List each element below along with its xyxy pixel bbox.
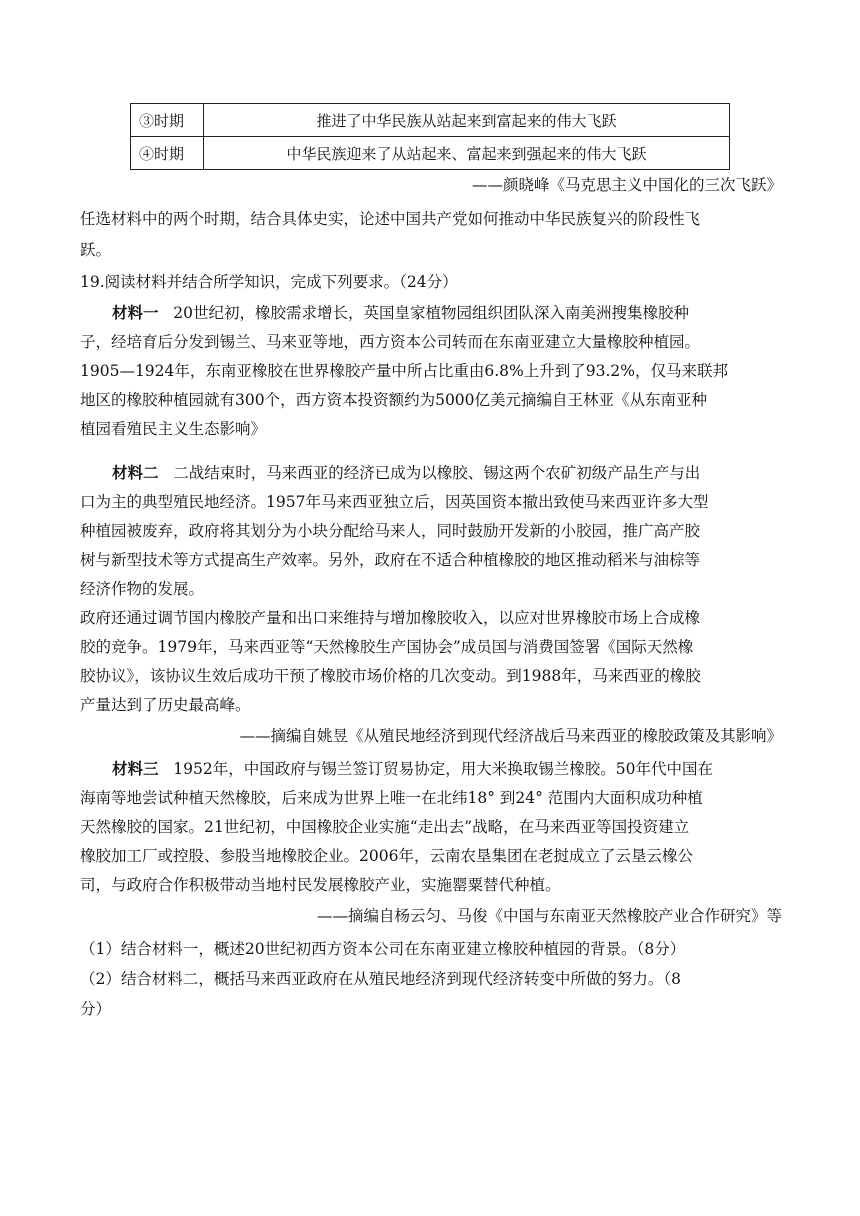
material-1-line: 子，经培育后分发到锡兰、马来亚等地，西方资本公司转而在东南亚建立大量橡胶种植园。 <box>80 333 701 351</box>
period-cell: ④时期 <box>131 137 204 170</box>
material-2-line: 树与新型技术等方式提高生产效率。另外，政府在不适合种植橡胶的地区推动稻米与油棕等 <box>80 551 701 569</box>
material-2-line: 种植园被废弃，政府将其划分为小块分配给马来人，同时鼓励开发新的小胶园，推广高产胶 <box>80 522 701 540</box>
material-3-line: 天然橡胶的国家。21世纪初，中国橡胶企业实施“走出去”战略，在马来西亚等国投资建立 <box>80 818 690 836</box>
description-cell: 中华民族迎来了从站起来、富起来到强起来的伟大飞跃 <box>204 137 730 170</box>
sub-question-1: （1）结合材料一，概述20世纪初西方资本公司在东南亚建立橡胶种植园的背景。（8分） <box>80 940 686 958</box>
periods-table <box>130 103 730 170</box>
material-2-line: 政府还通过调节国内橡胶产量和出口来维持与增加橡胶收入，以应对世界橡胶市场上合成橡 <box>80 609 701 627</box>
material-2-label: 材料二 <box>112 463 159 482</box>
material-1-label: 材料一 <box>112 303 159 322</box>
material-3-label: 材料三 <box>112 759 159 778</box>
material-2-line: 胶的竞争。1979年，马来西亚等“天然橡胶生产国协会”成员国与消费国签署《国际天然橡 <box>80 638 694 656</box>
material-1-line: 1905—1924年，东南亚橡胶在世界橡胶产量中所占比重由6.8%上升到了93.2%，仅马来联邦 <box>80 362 729 380</box>
material-1-line: 地区的橡胶种植园就有300个，西方资本投资额约为5000亿美元摘编自王林亚《从东南亚种 <box>80 391 708 409</box>
material-3-source: ——摘编自杨云匀、马俊《中国与东南亚天然橡胶产业合作研究》等 <box>316 907 782 925</box>
q18-task-line: 跃。 <box>80 241 112 259</box>
table-row <box>131 104 730 137</box>
material-1-line: 材料一 20世纪初，橡胶需求增长，英国皇家植物园组织团队深入南美洲搜集橡胶种 <box>112 303 690 322</box>
table-source: ——颜晓峰《马克思主义中国化的三次飞跃》 <box>471 176 782 194</box>
material-3-line: 橡胶加工厂或控股、参股当地橡胶企业。2006年，云南农垦集团在老挝成立了云垦云橡公 <box>80 847 693 865</box>
material-3-line: 海南等地尝试种植天然橡胶，后来成为世界上唯一在北纬18° 到24° 范围内大面积成功种植 <box>80 789 703 807</box>
material-2-line: 产量达到了历史最高峰。 <box>80 696 251 714</box>
material-1-line: 植园看殖民主义生态影响》 <box>80 420 267 438</box>
material-2-line: 口为主的典型殖民地经济。1957年马来西亚独立后，因英国资本撤出致使马来西亚许多大型 <box>80 493 709 511</box>
material-2-source: ——摘编自姚昱《从殖民地经济到现代经济战后马来西亚的橡胶政策及其影响》 <box>239 727 782 745</box>
material-2-line: 经济作物的发展。 <box>80 580 205 598</box>
material-3-line: 材料三 1952年，中国政府与锡兰签订贸易协定，用大米换取锡兰橡胶。50年代中国在 <box>112 759 713 778</box>
period-cell: ③时期 <box>131 104 204 137</box>
table-row <box>131 137 730 170</box>
sub-question-2-line: （2）结合材料二，概括马来西亚政府在从殖民地经济到现代经济转变中所做的努力。（8 <box>80 970 681 988</box>
material-3-line: 司，与政府合作积极带动当地村民发展橡胶产业，实施罂粟替代种植。 <box>80 876 561 894</box>
description-cell: 推进了中华民族从站起来到富起来的伟大飞跃 <box>204 104 730 137</box>
material-2-line: 胶协议》，该协议生效后成功干预了橡胶市场价格的几次变动。到1988年，马来西亚的橡胶 <box>80 667 701 685</box>
q18-task-line: 任选材料中的两个时期，结合具体史实，论述中国共产党如何推动中华民族复兴的阶段性飞 <box>80 210 701 228</box>
q19-heading: 19.阅读材料并结合所学知识，完成下列要求。（24分） <box>80 273 458 291</box>
sub-question-2-line: 分） <box>80 1000 112 1018</box>
material-2-line: 材料二 二战结束时，马来西亚的经济已成为以橡胶、锡这两个农矿初级产品生产与出 <box>112 463 701 482</box>
